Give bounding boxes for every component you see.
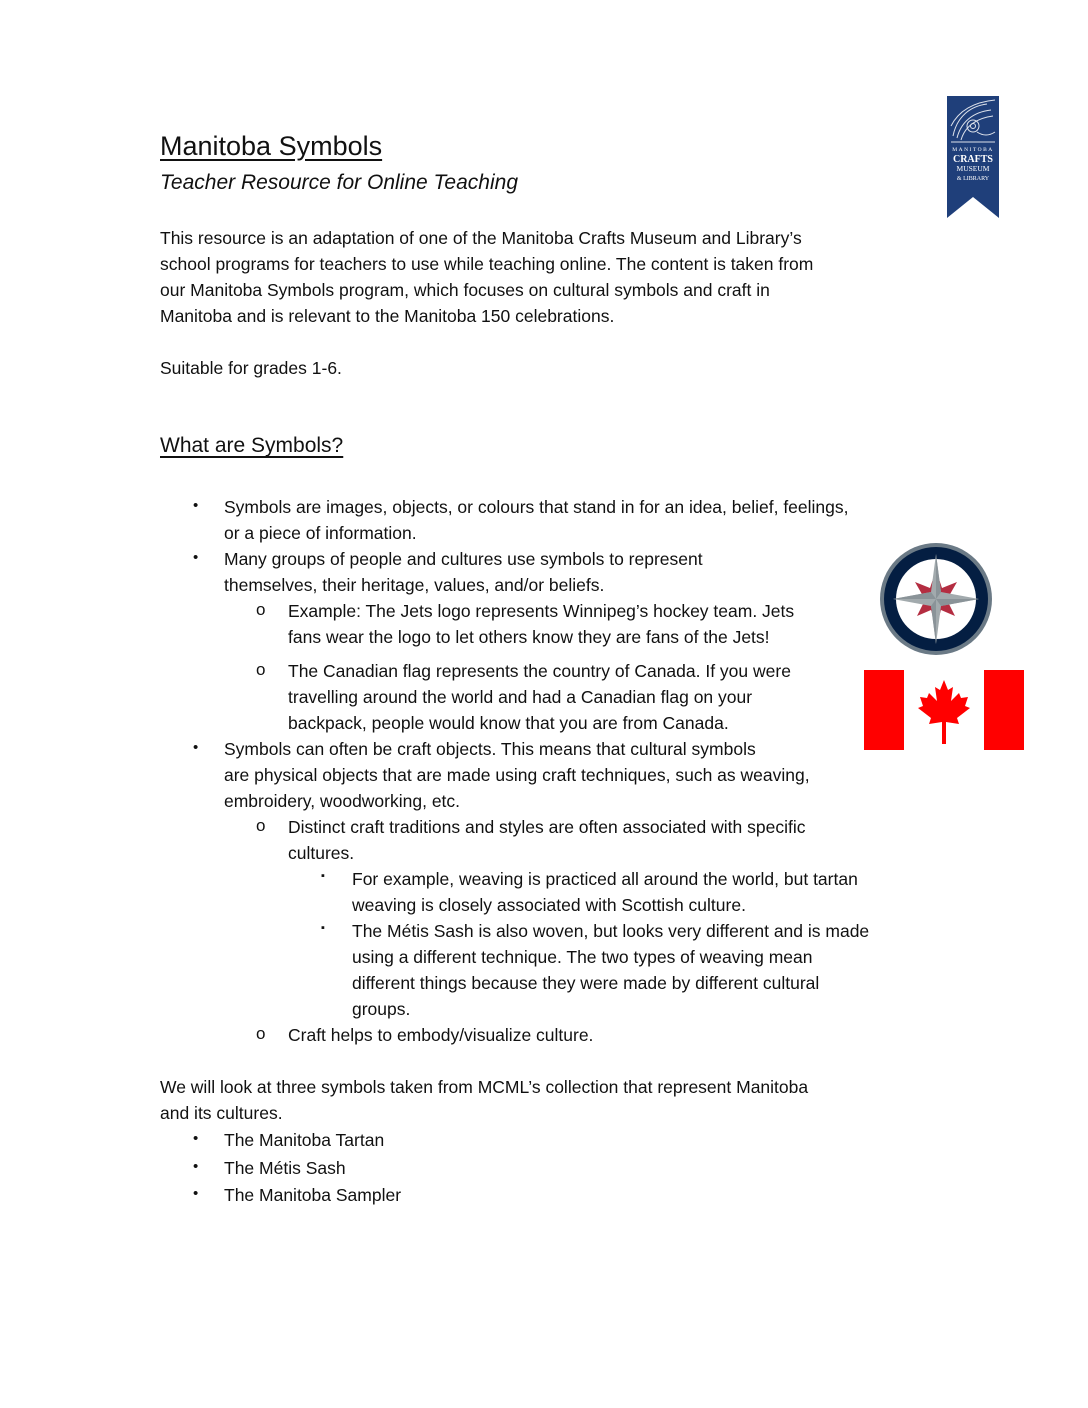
list-item-line: Symbols can often be craft objects. This means that cultural symbols [224,739,756,759]
list-item [224,494,849,546]
list-item-line: themselves, their heritage, values, and/or beliefs. [224,575,605,595]
list-item-line: The Métis Sash is also woven, but looks very different and is made [352,921,870,941]
list-item-line: weaving is closely associated with Scottish culture. [352,895,746,915]
page-title: Manitoba Symbols [160,131,383,161]
canadian-flag-image [864,670,1024,750]
square-bullet-icon: ▪ [321,870,325,882]
logo-ribbon-icon [947,96,999,218]
sub-sub-list-item [352,866,858,918]
list-item-line: using a different technique. The two types of weaving mean [352,947,813,967]
bullet-icon: • [193,549,199,566]
sub-list-item [288,658,791,736]
list-item-line: Symbols are images, objects, or colours that stand in for an idea, belief, feelings, [224,497,849,517]
logo-line-2: CRAFTS [952,154,994,165]
list-item-line: are physical objects that are made using craft techniques, such as weaving, [224,765,810,785]
list-item-line: cultures. [288,843,355,863]
sub-bullet-icon: o [256,600,266,619]
intro-line: school programs for teachers to use while teaching online. The content is taken from [160,254,814,274]
list-item-line: embroidery, woodworking, etc. [224,791,461,811]
sub-bullet-icon: o [256,1024,266,1043]
list-item-line: For example, weaving is practiced all around the world, but tartan [352,869,858,889]
sub-list-item [288,814,805,866]
list-item-line: different things because they were made by different cultural [352,973,820,993]
list-item-line: groups. [352,999,411,1019]
logo-line-1: MANITOBA [952,147,994,153]
grades-text: Suitable for grades 1-6. [160,358,342,378]
list-item-line: The Canadian flag represents the country of Canada. If you were [288,661,791,681]
symbol-list-item: The Métis Sash [224,1158,346,1178]
intro-line: This resource is an adaptation of one of the Manitoba Crafts Museum and Library’s [160,228,802,248]
list-item-line: travelling around the world and had a Canadian flag on your [288,687,753,707]
list-item-line: Many groups of people and cultures use symbols to represent [224,549,703,569]
square-bullet-icon: ▪ [321,922,325,934]
bullet-icon: • [193,1185,199,1202]
museum-logo [947,96,999,218]
intro-line: Manitoba and is relevant to the Manitoba 150 celebrations. [160,306,615,326]
logo-line-4: & LIBRARY [956,176,990,182]
closing-line: and its cultures. [160,1103,283,1123]
sub-list-item [288,1022,593,1048]
list-item-line: fans wear the logo to let others know they are fans of the Jets! [288,627,770,647]
symbol-list-item: The Manitoba Tartan [224,1130,385,1150]
sub-list-item [288,598,794,650]
jets-logo-icon [879,542,993,656]
sub-bullet-icon: o [256,660,266,679]
logo-line-3: MUSEUM [956,164,990,173]
section-heading: What are Symbols? [160,434,344,457]
symbol-list-item: The Manitoba Sampler [224,1185,402,1205]
list-item [224,736,810,814]
list-item-line: Craft helps to embody/visualize culture. [288,1025,594,1045]
list-item-line: Distinct craft traditions and styles are often associated with specific [288,817,806,837]
bullet-icon: • [193,739,199,756]
jets-logo-image [879,542,993,656]
intro-paragraph [160,225,930,329]
sub-bullet-icon: o [256,816,266,835]
bullet-icon: • [193,1158,199,1175]
list-item-line: backpack, people would know that you are from Canada. [288,713,729,733]
page-subtitle: Teacher Resource for Online Teaching [160,171,518,194]
bullet-icon: • [193,1130,199,1147]
maple-leaf-flag-icon [864,670,1024,750]
bullet-icon: • [193,497,199,514]
sub-sub-list-item [352,918,869,1022]
list-item-line: or a piece of information. [224,523,417,543]
intro-line: our Manitoba Symbols program, which focuses on cultural symbols and craft in [160,280,770,300]
closing-paragraph [160,1074,930,1126]
list-item-line: Example: The Jets logo represents Winnipeg’s hockey team. Jets [288,601,795,621]
list-item [224,546,703,598]
closing-line: We will look at three symbols taken from MCML’s collection that represent Manitoba [160,1077,809,1097]
